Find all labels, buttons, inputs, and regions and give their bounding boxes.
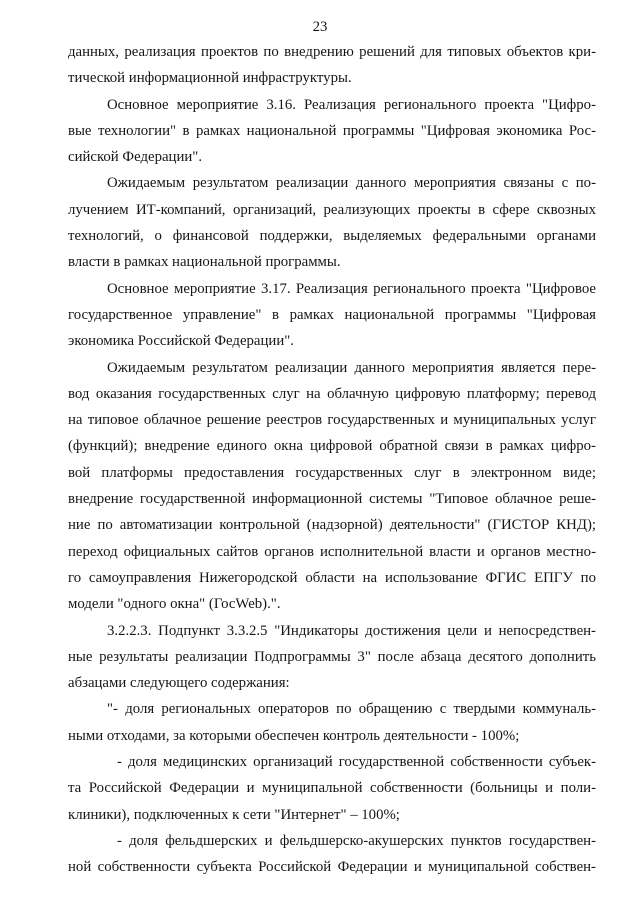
list-item	[68, 749, 596, 828]
text-line: вод оказания государственных слуг на облачную цифровую платформу; перевод	[68, 385, 596, 402]
text-line: переход официальных сайтов органов исполнительной власти и органов местно-	[68, 543, 596, 560]
text-line: Ожидаемым результатом реализации данного мероприятия связаны с по-	[107, 175, 596, 192]
text-line: - доля медицинских организаций государственной собственности субъек-	[117, 754, 596, 771]
list-item	[68, 696, 596, 749]
text-line: Основное мероприятие 3.17. Реализация регионального проекта "Цифровое	[107, 280, 596, 297]
text-line: лучением ИТ-компаний, организаций, реализующих проекты в сфере сквозных	[68, 201, 596, 218]
text-line: го самоуправления Нижегородской области на использование ФГИС ЕПГУ по	[68, 569, 596, 586]
text-line: вой платформы предоставления государственных слуг в электронном виде;	[68, 464, 596, 481]
text-line: Ожидаемым результатом реализации данного мероприятия является пере-	[107, 359, 596, 376]
text-line: тической информационной инфраструктуры.	[68, 70, 352, 87]
text-line: на типовое облачное решение реестров государственных и муниципальных услуг	[68, 412, 596, 429]
text-line: технологий, о финансовой поддержки, выделяемых федеральными органами	[68, 228, 596, 245]
text-line: модели "одного окна" (ГосWeb).".	[68, 596, 281, 613]
text-line: власти в рамках национальной программы.	[68, 254, 341, 271]
text-line: "- доля региональных операторов по обращению с твердыми коммуналь-	[107, 701, 596, 718]
text-line: Основное мероприятие 3.16. Реализация регионального проекта "Цифро-	[107, 96, 596, 113]
text-line: (функций); внедрение единого окна цифровой обратной связи в рамках цифро-	[68, 438, 596, 455]
text-line: 3.2.2.3. Подпункт 3.3.2.5 "Индикаторы достижения цели и непосредствен-	[107, 622, 596, 639]
paragraph-expected-result-3-16	[68, 170, 596, 275]
text-line: вые технологии" в рамках национальной программы "Цифровая экономика Рос-	[68, 122, 596, 139]
document-body	[68, 39, 596, 881]
text-line: ние по автоматизации контрольной (надзорной) деятельности" (ГИСТОР КНД);	[68, 517, 596, 534]
text-line: ными отходами, за которыми обеспечен контроль деятельности - 100%;	[68, 727, 520, 744]
paragraph-measure-3-16	[68, 92, 596, 171]
text-line: клиники), подключенных к сети "Интернет" – 100%;	[68, 806, 400, 823]
text-line: сийской Федерации".	[68, 149, 203, 166]
text-line: абзацами следующего содержания:	[68, 675, 290, 692]
text-line: ные результаты реализации Подпрограммы 3" после абзаца десятого дополнить	[68, 648, 596, 665]
page-number: 23	[312, 19, 328, 35]
text-line: та Российской Федерации и муниципальной собственности (больницы и поли-	[68, 780, 596, 797]
text-line: государственное управление" в рамках национальной программы "Цифровая	[68, 306, 596, 323]
paragraph-continuation	[68, 39, 596, 92]
list-item	[68, 828, 596, 881]
paragraph-item-3-2-2-3	[68, 618, 596, 697]
paragraph-expected-result-3-17	[68, 355, 596, 618]
text-line: ной собственности субъекта Российской Федерации и муниципальной собствен-	[68, 859, 596, 876]
text-line: - доля фельдшерских и фельдшерско-акушерских пунктов государствен-	[117, 832, 596, 849]
paragraph-measure-3-17	[68, 276, 596, 355]
text-line: экономика Российской Федерации".	[68, 333, 294, 350]
text-line: данных, реализация проектов по внедрению решений для типовых объектов кри-	[68, 44, 596, 60]
text-line: внедрение государственной информационной системы "Типовое облачное реше-	[68, 491, 596, 508]
